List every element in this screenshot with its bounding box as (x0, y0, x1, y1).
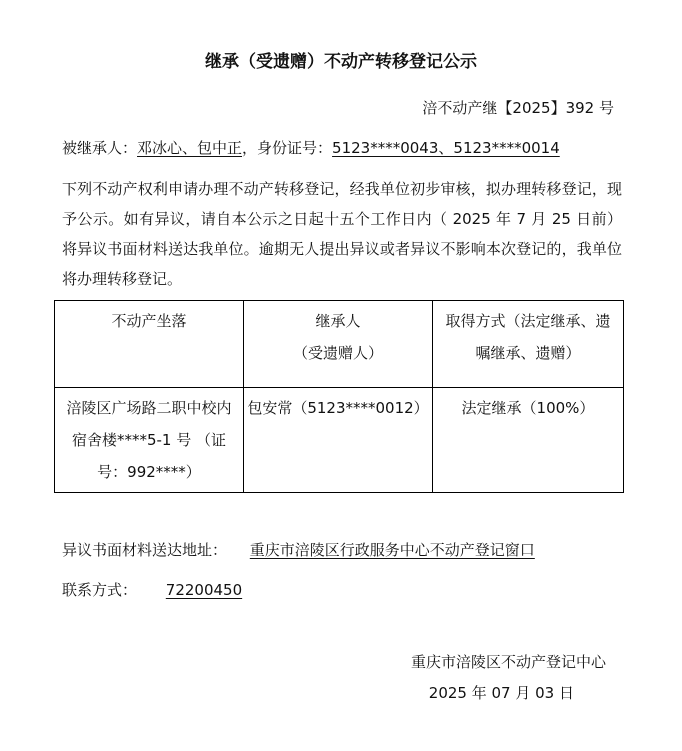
id-numbers: 5123****0043、5123****0014 (332, 139, 560, 157)
issue-date: 2025 年 07 月 03 日 (428, 684, 574, 702)
header-heir-line2: （受遗赠人） (292, 344, 383, 362)
header-heir (244, 301, 433, 388)
address-value: 重庆市涪陵区行政服务中心不动产登记窗口 (249, 541, 535, 559)
cell-location: 涪陵区广场路二职中校内宿舍楼****5-1 号 （证号：992****） (55, 388, 244, 493)
contact-value: 72200450 (165, 581, 243, 599)
contact-label: 联系方式： (62, 581, 138, 599)
decedent-line (62, 137, 560, 158)
header-method: 取得方式（法定继承、遗嘱继承、遗赠） (433, 301, 624, 388)
decedent-names: 邓冰心、包中正 (137, 139, 243, 157)
address-label: 异议书面材料送达地址： (62, 541, 228, 559)
header-location: 不动产坐落 (55, 301, 244, 388)
id-label: ，身份证号： (242, 139, 333, 157)
table-row (55, 388, 624, 493)
decedent-label: 被继承人： (62, 139, 138, 157)
document-number: 涪不动产继【2025】392 号 (422, 99, 614, 117)
header-heir-line1: 继承人 (315, 312, 361, 330)
notice-body: 下列不动产权利申请办理不动产转移登记，经我单位初步审核，拟办理转移登记，现予公示。如有异议，请自本公示之日起十五个工作日内（ 2025 年 7 月 25 日前）将异议书面材料送达我单位。逾期无人提出异议或者异议不影响本次登记的，我单位将办理转移登记。 (62, 180, 622, 288)
cell-heir: 包安常（5123****0012） (244, 388, 433, 493)
property-table (54, 300, 624, 493)
address-line (62, 539, 535, 560)
table-header-row (55, 301, 624, 388)
contact-line (62, 579, 242, 600)
cell-method: 法定继承（100%） (433, 388, 624, 493)
signer: 重庆市涪陵区不动产登记中心 (410, 653, 606, 671)
notice-title: 继承（受遗赠）不动产转移登记公示 (205, 52, 477, 72)
